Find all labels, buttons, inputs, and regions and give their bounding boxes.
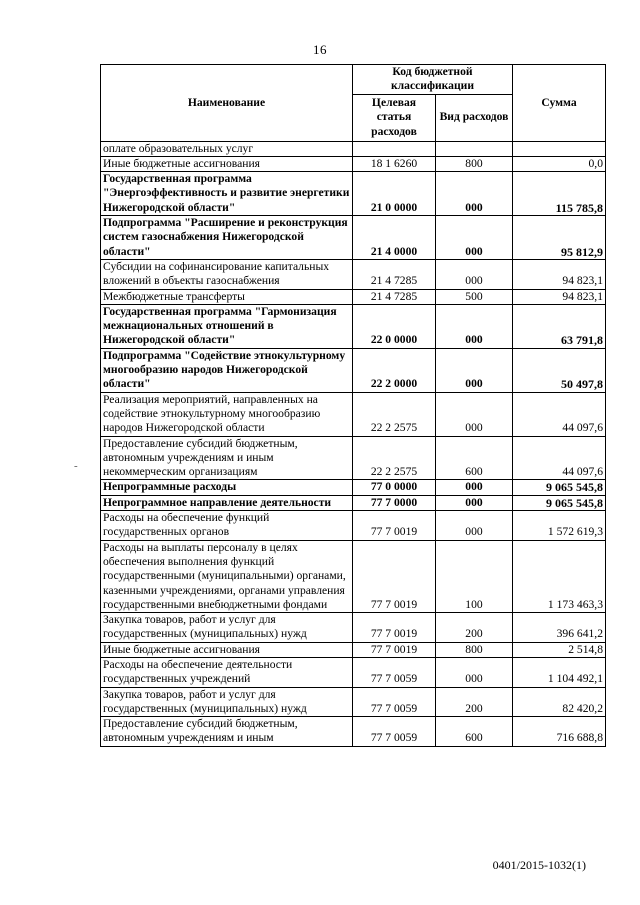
- cell-target-code: 22 2 2575: [353, 392, 436, 436]
- cell-target-code: 21 4 7285: [353, 259, 436, 289]
- table-row: [101, 511, 606, 541]
- table-row: [101, 172, 606, 216]
- cell-name: Предоставление субсидий бюджетным, автономным учреждениям и иным: [101, 717, 353, 747]
- cell-name: Расходы на выплаты персоналу в целях обеспечения выполнения функций государственными (муниципальными) органами, казенными учреждениями, органами управления государственными внебюджетными фондами: [101, 540, 353, 612]
- cell-sum: 716 688,8: [513, 717, 606, 747]
- cell-expense-type: 000: [436, 348, 513, 392]
- cell-target-code: 77 7 0019: [353, 511, 436, 541]
- table-row: [101, 642, 606, 657]
- cell-target-code: 22 0 0000: [353, 304, 436, 348]
- cell-name: Непрограммное направление деятельности: [101, 495, 353, 510]
- cell-name: Расходы на обеспечение деятельности государственных учреждений: [101, 657, 353, 687]
- header-type: Вид расходов: [436, 94, 513, 141]
- table-row: [101, 717, 606, 747]
- cell-expense-type: 000: [436, 172, 513, 216]
- cell-sum: 9 065 545,8: [513, 480, 606, 495]
- cell-target-code: 21 4 0000: [353, 216, 436, 260]
- cell-name: Межбюджетные трансферты: [101, 289, 353, 304]
- cell-target-code: 77 7 0019: [353, 540, 436, 612]
- cell-name: Государственная программа "Энергоэффективность и развитие энергетики Нижегородской области": [101, 172, 353, 216]
- cell-expense-type: 000: [436, 304, 513, 348]
- header-sum: Сумма: [513, 65, 606, 142]
- cell-target-code: 22 2 2575: [353, 436, 436, 480]
- cell-target-code: 21 4 7285: [353, 289, 436, 304]
- table-row: [101, 259, 606, 289]
- cell-name: Иные бюджетные ассигнования: [101, 156, 353, 171]
- cell-target-code: 77 7 0059: [353, 717, 436, 747]
- cell-expense-type: 200: [436, 687, 513, 717]
- table-row: [101, 156, 606, 171]
- header-name: Наименование: [101, 65, 353, 142]
- cell-sum: 94 823,1: [513, 289, 606, 304]
- cell-sum: 9 065 545,8: [513, 495, 606, 510]
- cell-sum: 115 785,8: [513, 172, 606, 216]
- cell-name: оплате образовательных услуг: [101, 141, 353, 156]
- cell-sum: 0,0: [513, 156, 606, 171]
- cell-expense-type: 000: [436, 216, 513, 260]
- cell-target-code: 77 0 0000: [353, 480, 436, 495]
- cell-target-code: 21 0 0000: [353, 172, 436, 216]
- header-code-group: Код бюджетной классификации: [353, 65, 513, 95]
- cell-expense-type: 000: [436, 392, 513, 436]
- table-row: [101, 495, 606, 510]
- cell-name: Расходы на обеспечение функций государственных органов: [101, 511, 353, 541]
- cell-sum: 44 097,6: [513, 392, 606, 436]
- budget-table-header: [101, 65, 606, 142]
- cell-target-code: 22 2 0000: [353, 348, 436, 392]
- cell-target-code: [353, 141, 436, 156]
- cell-sum: 95 812,9: [513, 216, 606, 260]
- cell-name: Подпрограмма "Расширение и реконструкция систем газоснабжения Нижегородской области": [101, 216, 353, 260]
- budget-table: [100, 64, 606, 747]
- cell-name: Реализация мероприятий, направленных на содействие этнокультурному многообразию народов Нижегородской области: [101, 392, 353, 436]
- cell-name: Закупка товаров, работ и услуг для государственных (муниципальных) нужд: [101, 687, 353, 717]
- cell-sum: 82 420,2: [513, 687, 606, 717]
- cell-expense-type: 600: [436, 436, 513, 480]
- table-row: [101, 480, 606, 495]
- cell-target-code: 77 7 0059: [353, 687, 436, 717]
- table-row: [101, 348, 606, 392]
- cell-sum: [513, 141, 606, 156]
- cell-expense-type: 000: [436, 495, 513, 510]
- budget-table-body: [101, 141, 606, 746]
- cell-target-code: 18 1 6260: [353, 156, 436, 171]
- cell-name: Предоставление субсидий бюджетным, автономным учреждениям и иным некоммерческим организациям: [101, 436, 353, 480]
- cell-name: Закупка товаров, работ и услуг для государственных (муниципальных) нужд: [101, 613, 353, 643]
- margin-mark: -: [74, 460, 78, 472]
- cell-target-code: 77 7 0019: [353, 613, 436, 643]
- table-row: [101, 613, 606, 643]
- header-target: Целевая статья расходов: [353, 94, 436, 141]
- cell-expense-type: 200: [436, 613, 513, 643]
- table-row: [101, 216, 606, 260]
- cell-expense-type: 000: [436, 657, 513, 687]
- cell-name: Подпрограмма "Содействие этнокультурному многообразию народов Нижегородской области": [101, 348, 353, 392]
- cell-sum: 396 641,2: [513, 613, 606, 643]
- cell-sum: 44 097,6: [513, 436, 606, 480]
- cell-sum: 94 823,1: [513, 259, 606, 289]
- table-row: [101, 436, 606, 480]
- table-row: [101, 392, 606, 436]
- cell-sum: 1 173 463,3: [513, 540, 606, 612]
- cell-sum: 63 791,8: [513, 304, 606, 348]
- table-row: [101, 141, 606, 156]
- cell-sum: 50 497,8: [513, 348, 606, 392]
- cell-expense-type: 000: [436, 480, 513, 495]
- cell-expense-type: 800: [436, 156, 513, 171]
- cell-expense-type: 000: [436, 259, 513, 289]
- document-code: 0401/2015-1032(1): [492, 858, 586, 872]
- cell-expense-type: 800: [436, 642, 513, 657]
- table-row: [101, 289, 606, 304]
- cell-expense-type: 600: [436, 717, 513, 747]
- cell-name: Непрограммные расходы: [101, 480, 353, 495]
- cell-name: Государственная программа "Гармонизация межнациональных отношений в Нижегородской области": [101, 304, 353, 348]
- page-number: 16: [313, 42, 327, 57]
- cell-name: Иные бюджетные ассигнования: [101, 642, 353, 657]
- cell-sum: 1 104 492,1: [513, 657, 606, 687]
- cell-expense-type: 100: [436, 540, 513, 612]
- cell-expense-type: [436, 141, 513, 156]
- cell-target-code: 77 7 0059: [353, 657, 436, 687]
- cell-expense-type: 500: [436, 289, 513, 304]
- cell-target-code: 77 7 0000: [353, 495, 436, 510]
- table-row: [101, 304, 606, 348]
- cell-target-code: 77 7 0019: [353, 642, 436, 657]
- table-row: [101, 540, 606, 612]
- cell-sum: 1 572 619,3: [513, 511, 606, 541]
- table-row: [101, 687, 606, 717]
- table-row: [101, 657, 606, 687]
- cell-name: Субсидии на софинансирование капитальных вложений в объекты газоснабжения: [101, 259, 353, 289]
- cell-expense-type: 000: [436, 511, 513, 541]
- cell-sum: 2 514,8: [513, 642, 606, 657]
